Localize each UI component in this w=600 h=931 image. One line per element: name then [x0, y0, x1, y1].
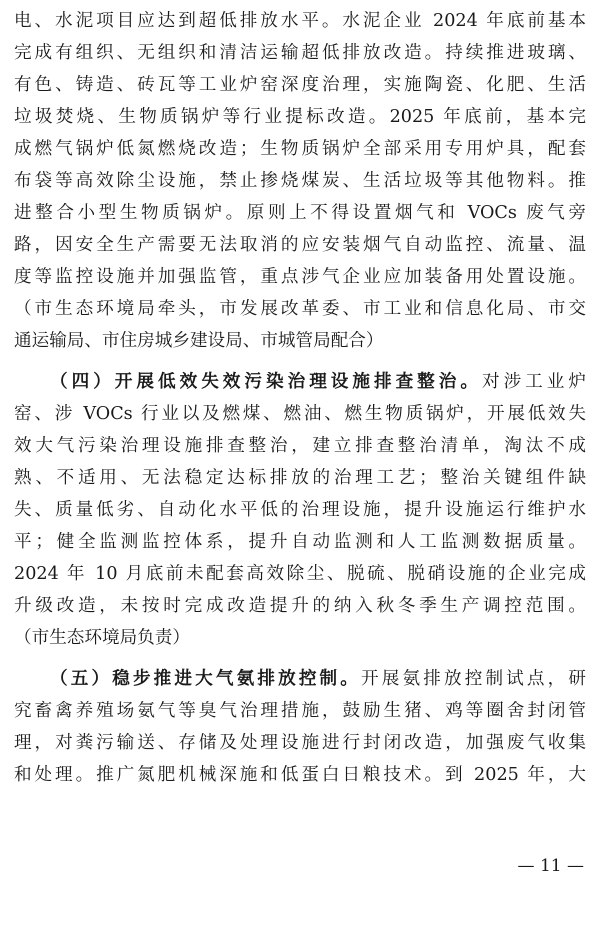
text-line: 窑、涉 VOCs 行业以及燃煤、燃油、燃生物质锅炉，开展低效失: [14, 404, 586, 424]
text-line: 失、质量低劣、自动化水平低的治理设施，提升设施运行维护水: [14, 500, 586, 520]
text-line: 熟、不适用、无法稳定达标排放的治理工艺；整治关键组件缺: [14, 468, 586, 488]
text-line: 2024 年 10 月底前未配套高效除尘、脱硫、脱硝设施的企业完成: [14, 564, 586, 584]
text-line: 有色、铸造、砖瓦等工业炉窑深度治理，实施陶瓷、化肥、生活: [14, 75, 586, 95]
text-line: 成燃气锅炉低氮燃烧改造；生物质锅炉全部采用专用炉具，配套: [14, 139, 586, 159]
section-heading-4: （四）开展低效失效污染治理设施排查整治。: [50, 372, 482, 392]
text-line: 完成有组织、无组织和清洁运输超低排放改造。持续推进玻璃、: [14, 43, 586, 63]
text-line: 路，因安全生产需要无法取消的应安装烟气自动监控、流量、温: [14, 235, 586, 255]
text-line: 效大气污染治理设施排查整治，建立排查整治清单，淘汰不成: [14, 436, 586, 456]
page-number: — 11 —: [517, 856, 584, 876]
text-line: 升级改造，未按时完成改造提升的纳入秋冬季生产调控范围。: [14, 596, 586, 616]
text-line: 平；健全监测监控体系，提升自动监测和人工监测数据质量。: [14, 532, 586, 552]
text-span: 开展氨排放控制试点，研: [361, 669, 586, 689]
text-line: （市生态环境局牵头，市发展改革委、市工业和信息化局、市交: [14, 299, 586, 319]
text-line: 进整合小型生物质锅炉。原则上不得设置烟气和 VOCs 废气旁: [14, 203, 586, 223]
text-line: 度等监控设施并加强监管，重点涉气企业应加装备用处置设施。: [14, 267, 586, 287]
text-line: 布袋等高效除尘设施，禁止掺烧煤炭、生活垃圾等其他物料。推: [14, 171, 586, 191]
text-line: 通运输局、市住房城乡建设局、市城管局配合）: [14, 331, 384, 351]
paragraph-first-line: [50, 664, 586, 694]
text-span: 对涉工业炉: [481, 372, 586, 392]
text-line: 电、水泥项目应达到超低排放水平。水泥企业 2024 年底前基本: [14, 11, 586, 31]
text-line: 垃圾焚烧、生物质锅炉等行业提标改造。2025 年底前，基本完: [14, 107, 586, 127]
text-line: （市生态环境局负责）: [14, 628, 190, 648]
text-line: 究畜禽养殖场氨气等臭气治理措施，鼓励生猪、鸡等圈舍封闭管: [14, 701, 586, 721]
paragraph-first-line: [50, 367, 586, 397]
section-heading-5: （五）稳步推进大气氨排放控制。: [50, 669, 362, 689]
text-line: 理，对粪污输送、存储及处理设施进行封闭改造，加强废气收集: [14, 733, 586, 753]
text-line: 和处理。推广氮肥机械深施和低蛋白日粮技术。到 2025 年，大: [14, 765, 586, 785]
